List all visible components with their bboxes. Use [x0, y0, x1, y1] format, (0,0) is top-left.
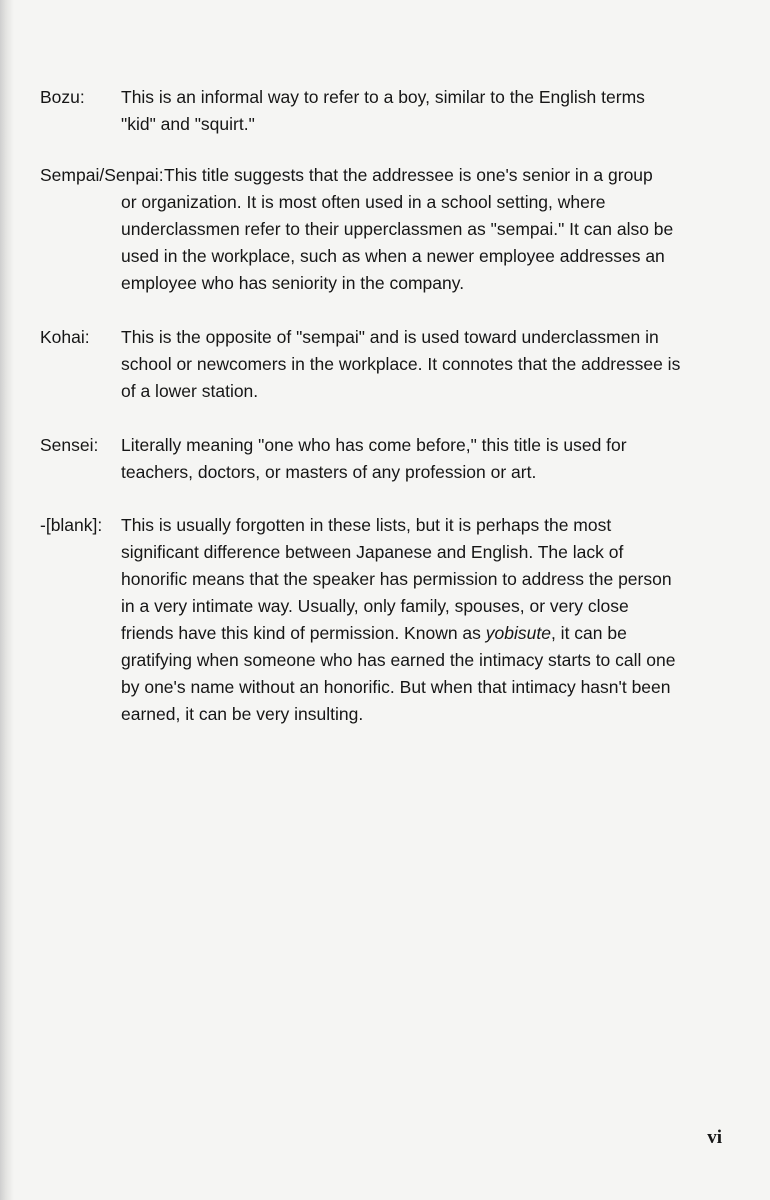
definition-line: or organization. It is most often used in a school setting, where	[121, 192, 606, 212]
definition-line: used in the workplace, such as when a newer employee addresses an	[121, 246, 665, 266]
definition-line: This title suggests that the addressee is one's senior in a group	[164, 165, 653, 185]
definition-line: This is an informal way to refer to a boy, similar to the English terms	[121, 87, 645, 107]
term-label: Sempai/Senpai:	[40, 165, 164, 185]
page-number: vi	[707, 1127, 722, 1148]
definition-text: friends have this kind of permission. Known as	[121, 623, 486, 643]
definition-line: in a very intimate way. Usually, only family, spouses, or very close	[121, 596, 629, 616]
definition-line: teachers, doctors, or masters of any profession or art.	[121, 462, 537, 482]
italic-term: yobisute	[485, 623, 551, 643]
definition-line: gratifying when someone who has earned the intimacy starts to call one	[121, 650, 676, 670]
term-label: -[blank]:	[40, 515, 103, 535]
definition-line	[121, 620, 721, 647]
definition-line: by one's name without an honorific. But when that intimacy hasn't been	[121, 677, 671, 697]
term-label: Bozu:	[40, 87, 85, 107]
definition-line: Literally meaning "one who has come before," this title is used for	[121, 435, 627, 455]
term-label: Sensei:	[40, 435, 99, 455]
definition-line: earned, it can be very insulting.	[121, 704, 364, 724]
definition-text: , it can be	[550, 623, 627, 643]
definition-line: significant difference between Japanese and English. The lack of	[121, 542, 624, 562]
page-edge-shadow	[0, 0, 14, 1200]
definition-line: honorific means that the speaker has permission to address the person	[121, 569, 672, 589]
definition-line: "kid" and "squirt."	[121, 114, 255, 134]
definition-line: employee who has seniority in the company.	[121, 273, 465, 293]
definition-line: school or newcomers in the workplace. It connotes that the addressee is	[121, 354, 681, 374]
definition-line: This is usually forgotten in these lists, but it is perhaps the most	[121, 515, 612, 535]
definition-line: underclassmen refer to their upperclassmen as "sempai." It can also be	[121, 219, 674, 239]
definition-line: This is the opposite of "sempai" and is used toward underclassmen in	[121, 327, 659, 347]
term-label: Kohai:	[40, 327, 90, 347]
definition-line: of a lower station.	[121, 381, 259, 401]
